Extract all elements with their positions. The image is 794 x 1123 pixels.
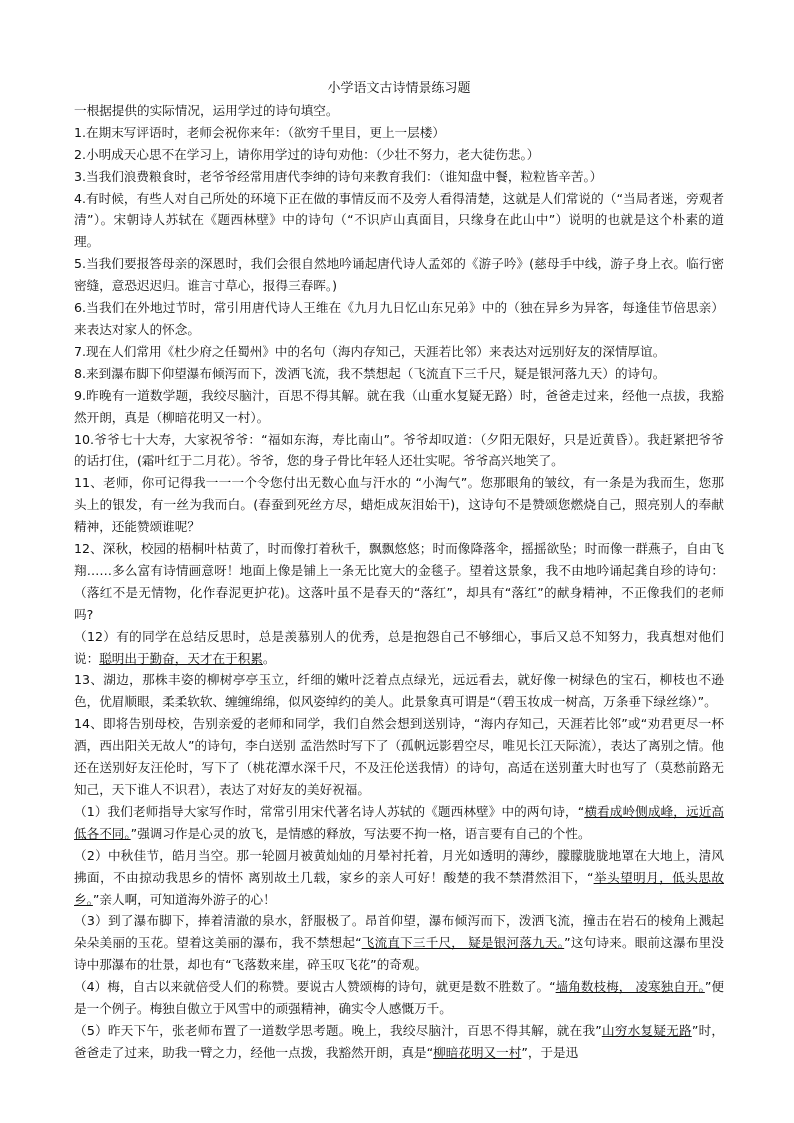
- text-segment: 。: [262, 650, 276, 666]
- question-item: 5.当我们要报答母亲的深恩时，我们会很自然地吟诵起唐代诗人孟郊的《游子吟》(慈母手中线，游子身上衣。临行密密缝，意恐迟迟归。谁言寸草心，报得三春晖。): [74, 256, 724, 294]
- underlined-answer: 墙角数枝梅， 凌寒独自开。: [555, 979, 705, 995]
- underlined-answer: 举头望明月，低头思故乡。: [74, 869, 725, 907]
- underlined-answer: 横看成岭侧成峰，远近高低各不同。: [74, 803, 724, 841]
- text-segment: （12）有的同学在总结反思时，总是羡慕别人的优秀，总是抱怨自己不够细心，事后又总不知努力，我真想对他们说：: [74, 628, 724, 666]
- text-segment: （3）到了瀑布脚下，捧着清澈的泉水，舒服极了。昂首仰望，瀑布倾泻而下，泼洒飞流，撞击在岩石的棱角上溅起朵朵美丽的玉花。望着这美丽的瀑布，我不禁想起“: [74, 913, 724, 951]
- question-item: 14、即将告别母校，告别亲爱的老师和同学，我们自然会想到送别诗，“海内存知己，天涯若比邻”或“劝君更尽一杯酒，西出阳关无故人”的诗句，李白送别 孟浩然时写下了（孤帆远影碧空尽，唯见长江天际流），表达了离别之情。他还在送别好友汪伦时，写下了（桃花潭水深千尺，不及汪伦送我情）的诗句，高适在送别董大时也写了（莫愁前路无知己，天下谁人不识君），表达了对好友的美好祝福。: [74, 716, 724, 797]
- question-item: 10.爷爷七十大寿，大家祝爷爷：“福如东海，寿比南山”。爷爷却叹道：（夕阳无限好，只是近黄昏）。我赶紧把爷爷的话打住，(霜叶红于二月花）。爷爷，您的身子骨比年轻人还壮实呢。爷爷高兴地笑了。: [74, 431, 724, 469]
- text-segment: ”强调习作是心灵的放飞，是情感的释放，写法要不拘一格，语言要有自己的个性。: [130, 825, 591, 841]
- question-item: 9.昨晚有一道数学题，我绞尽脑汁，百思不得其解。就在我（山重水复疑无路）时，爸爸走过来，经他一点拔，我豁然开朗，真是（柳暗花明又一村）。: [74, 387, 724, 425]
- underlined-answer: 聪明出于勤奋，天才在于积累: [99, 650, 263, 666]
- question-item: 1.在期末写评语时，老师会祝你来年：（欲穷千里目，更上一层楼）: [74, 124, 445, 140]
- question-item: 6.当我们在外地过节时，常引用唐代诗人王维在《九月九日忆山东兄弟》中的（独在异乡为异客，每逢佳节倍思亲）来表达对家人的怀念。: [74, 300, 724, 337]
- question-item: 2.小明成天心思不在学习上，请你用学过的诗句劝他：（少壮不努力，老大徒伤悲。）: [74, 146, 540, 162]
- underlined-answer: 柳暗花明又一村: [433, 1044, 522, 1060]
- sub-question-4: [74, 976, 724, 1020]
- sub-question-2: [74, 845, 724, 911]
- question-item: 13、湖边，那株丰姿的柳树亭亭玉立，纤细的嫩叶泛着点点绿光，远远看去，就好像一树绿色的宝石，柳枝也不逊色，优眉顺眼，柔柔软软、缠缠绵绵，似风姿绰约的美人。此景象真可谓是“（碧玉妆成一树高，万条垂下绿丝绦）”。: [74, 672, 724, 710]
- text-segment: ”便是一个例子。梅独自傲立于风雪中的顽强精神，确实令人感慨万千。: [74, 979, 724, 1017]
- underlined-answer: 飞流直下三千尺， 疑是银河落九天。: [361, 935, 565, 951]
- question-item: 11、老师，你可记得我一一一个令您付出无数心血与汗水的 “小淘气”。您那眼角的皱纹，有一条是为我而生，您那头上的银发，有一丝为我而白。(春蚕到死丝方尽，蜡炬成灰泪始干)，这诗句不是赞颂您燃烧自己，照亮别人的奉献精神，还能赞颂谁呢？: [74, 475, 724, 535]
- underlined-answer: 山穷水复疑无路: [601, 1022, 692, 1038]
- sub-question-5: [74, 1020, 724, 1064]
- question-item: 8.来到瀑布脚下仰望瀑布倾泻而下，泼洒飞流，我不禁想起（飞流直下三千尺，疑是银河落九天）的诗句。: [74, 365, 666, 381]
- question-item: 7.现在人们常用《杜少府之任蜀州》中的名句（海内存知己，天涯若比邻）来表达对远别好友的深情厚谊。: [74, 343, 666, 359]
- sub-question-1: [74, 801, 724, 845]
- question-item: 3.当我们浪费粮食时，老爷爷经常用唐代李绅的诗句来教育我们：（谁知盘中餐，粒粒皆辛苦。）: [74, 168, 603, 184]
- text-segment: （2）中秋佳节，皓月当空。那一轮圆月被黄灿灿的月晕衬托着，月光如透明的薄纱，朦朦胧胧地罩在大地上，清风拂面，不由掠动我思乡的情怀 离别故土几载，家乡的亲人可好！酸楚的我不禁潸然泪下，“: [74, 847, 724, 885]
- text-segment: ”亲人啊，可知道海外游子的心！: [92, 891, 276, 907]
- question-item-12b: [74, 626, 724, 670]
- text-segment: （1）我们老师指导大家写作时，常常引用宋代著名诗人苏轼的《题西林壁》中的两句诗，“: [74, 803, 585, 819]
- document-page: [74, 78, 724, 1064]
- text-segment: ”，于是迅: [521, 1044, 579, 1060]
- sub-question-3: [74, 910, 724, 976]
- text-segment: （5）昨天下午，张老师布置了一道数学思考题。晚上，我绞尽脑汁，百思不得其解，就在我”: [74, 1022, 602, 1038]
- section-heading: 一根据提供的实际情况，运用学过的诗句填空。: [74, 102, 339, 118]
- text-segment: ”时，爸爸走了过来，助我一臂之力，经他一点拨，我豁然开朗，真是“: [74, 1022, 724, 1060]
- text-segment: （4）梅，自古以来就倍受人们的称赞。要说古人赞颂梅的诗句，就更是数不胜数了。“: [74, 979, 556, 995]
- question-item: 4.有时候，有些人对自己所处的环境下正在做的事情反而不及旁人看得清楚，这就是人们常说的（“当局者迷，旁观者清”）。宋朝诗人苏轼在《题西林壁》中的诗句（“不识庐山真面目，只缘身在此山中”）说明的也就是这个朴素的道理。: [74, 190, 724, 250]
- question-item: 12、深秋，校园的梧桐叶枯黄了，时而像打着秋千，飘飘悠悠；时而像降落伞，摇摇欲坠；时而像一群燕子，自由飞翔……多么富有诗情画意呀！地面上像是铺上一条无比宽大的金毯子。望着这景象，我不由地吟诵起龚自珍的诗句：（落红不是无情物，化作春泥更护花)。这落叶虽不是春天的“落红”，却具有“落红”的献身精神，不正像我们的老师吗?: [74, 541, 724, 622]
- page-title: 小学语文古诗情景练习题: [327, 81, 471, 96]
- text-segment: ”这句诗来。眼前这瀑布里没诗中那瀑布的壮景，却也有“飞落数来崖，碎玉叹飞花”的奇观。: [74, 935, 724, 973]
